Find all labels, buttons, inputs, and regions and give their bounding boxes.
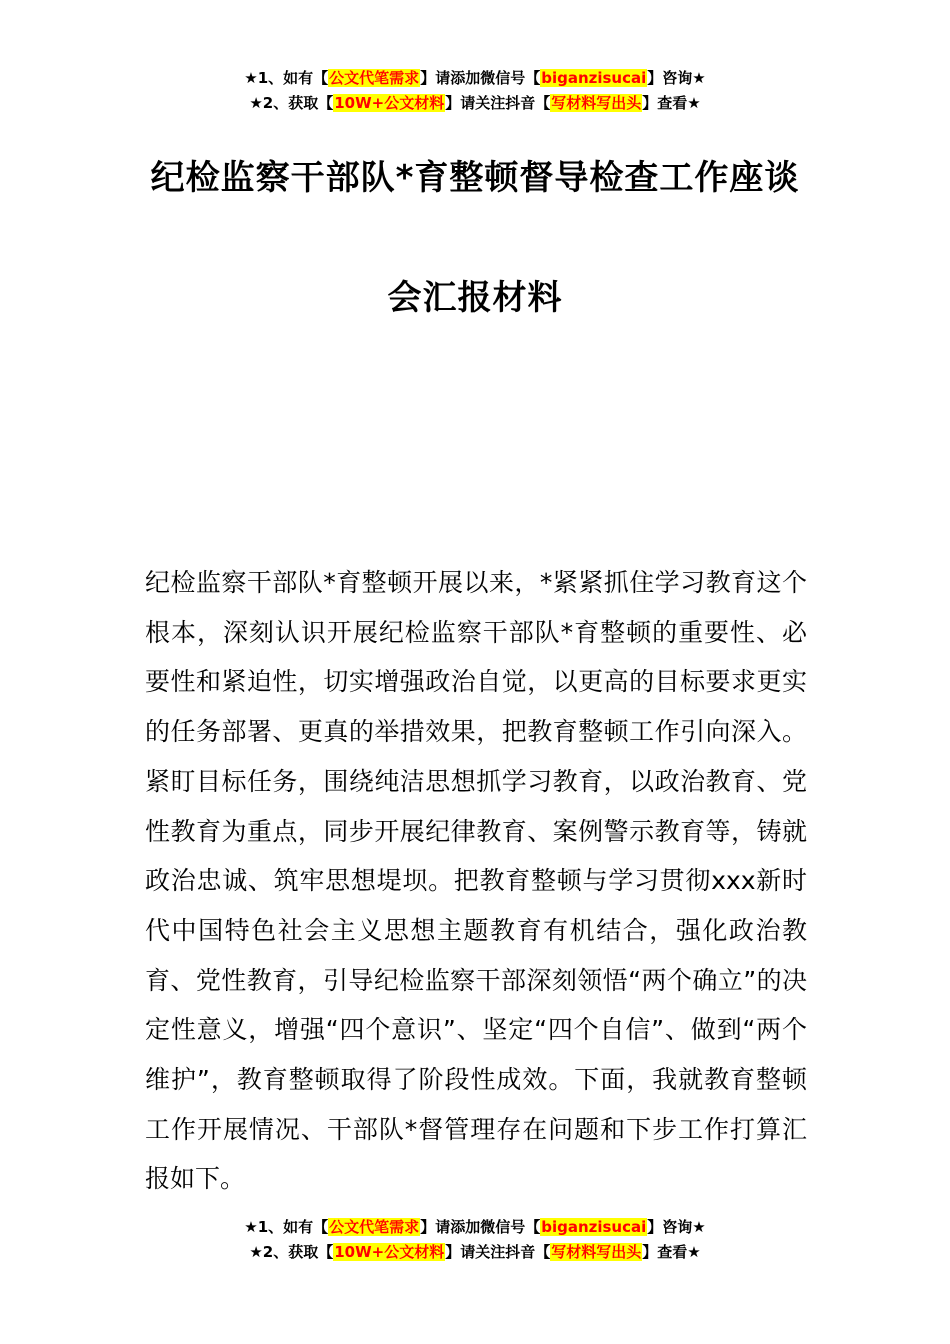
banner-line-1: ★1、如有【公文代笔需求】请添加微信号【biganzisucai】咨询★ [244,69,706,87]
footer-banner [0,1215,950,1265]
banner-highlight-materials: 10W+公文材料 [334,94,445,112]
banner-highlight-service: 公文代笔需求 [329,1218,420,1236]
document-paragraph: 纪检监察干部队*育整顿开展以来，*紧紧抓住学习教育这个根本，深刻认识开展纪检监察干部队*育整顿的重要性、必要性和紧迫性，切实增强政治自觉，以更高的目标要求更实的任务部署、更真的举措效果，把教育整顿工作引向深入。紧盯目标任务，围绕纯洁思想抓学习教育，以政治教育、党性教育为重点，同步开展纪律教育、案例警示教育等，铸就政治忠诚、筑牢思想堤坝。把教育整顿与学习贯彻xxx新时代中国特色社会主义思想主题教育有机结合，强化政治教育、党性教育，引导纪检监察干部深刻领悟“两个确立”的决定性意义，增强“四个意识”、坚定“四个自信”、做到“两个维护”，教育整顿取得了阶段性成效。下面，我就教育整顿工作开展情况、干部队*督管理存在问题和下步工作打算汇报如下。 [145,568,807,1194]
document-title-line-1: 纪检监察干部队*育整顿督导检查工作座谈 [150,158,800,198]
header-banner [0,66,950,116]
banner-highlight-service: 公文代笔需求 [329,69,420,87]
banner-line-2: ★2、获取【10W+公文材料】请关注抖音【写材料写出头】查看★ [249,1243,701,1261]
banner-highlight-wechat-id: biganzisucai [541,1218,647,1236]
banner-highlight-wechat-id: biganzisucai [541,69,647,87]
banner-highlight-douyin: 写材料写出头 [551,1243,642,1261]
banner-line-2: ★2、获取【10W+公文材料】请关注抖音【写材料写出头】查看★ [249,94,701,112]
document-title-line-2: 会汇报材料 [387,278,563,318]
banner-highlight-materials: 10W+公文材料 [334,1243,445,1261]
banner-highlight-douyin: 写材料写出头 [551,94,642,112]
banner-line-1: ★1、如有【公文代笔需求】请添加微信号【biganzisucai】咨询★ [244,1218,706,1236]
